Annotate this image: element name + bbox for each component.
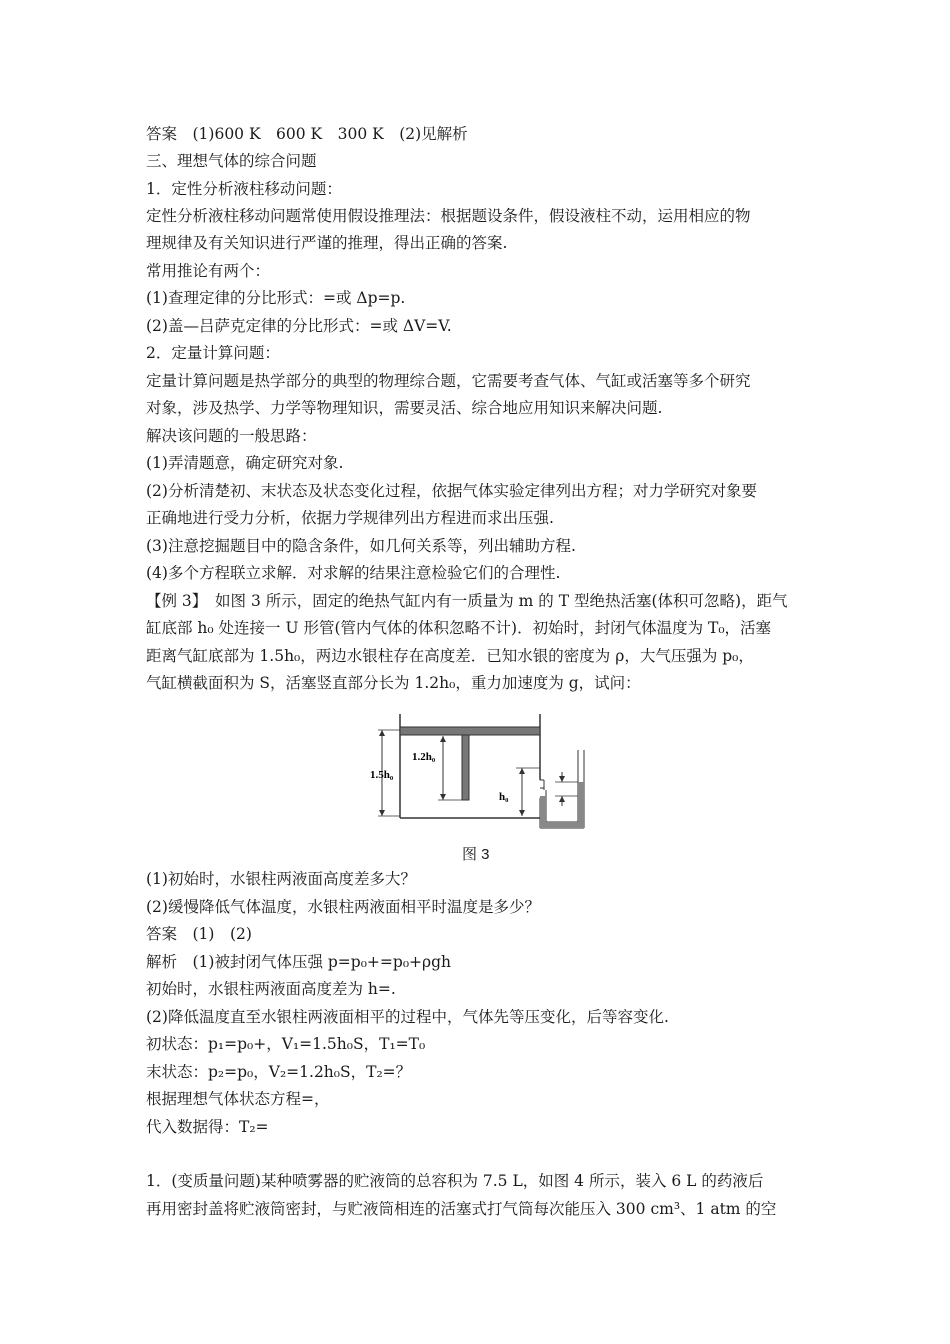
item-2-title: 2．定量计算问题： bbox=[146, 344, 280, 362]
example-line: 缸底部 h₀ 处连接一 U 形管(管内气体的体积忽略不计)．初始时，封闭气体温度为 T₀，活塞 bbox=[146, 619, 772, 637]
paragraph-line: 理规律及有关知识进行严谨的推理，得出正确的答案. bbox=[146, 234, 508, 252]
paragraph-line: 解决该问题的一般思路： bbox=[146, 427, 317, 445]
cylinder-figure bbox=[362, 710, 592, 832]
example-line: 【例 3】 如图 3 所示，固定的绝热气缸内有一质量为 m 的 T 型绝热活塞(体积可忽略)，距气 bbox=[146, 592, 788, 610]
step-line: 正确地进行受力分析，依据力学规律列出方程进而求出压强. bbox=[146, 509, 554, 527]
solution-line: 代入数据得：T₂= bbox=[146, 1118, 269, 1136]
paragraph-line: 定量计算问题是热学部分的典型的物理综合题，它需要考查气体、气缸或活塞等多个研究 bbox=[146, 372, 751, 390]
solution-line: 根据理想气体状态方程=， bbox=[146, 1090, 330, 1108]
example-line: 距离气缸底部为 1.5h₀，两边水银柱存在高度差．已知水银的密度为 ρ，大气压强为 p₀， bbox=[146, 647, 754, 665]
prev-answer-line: 答案 (1)600 K 600 K 300 K (2)见解析 bbox=[146, 125, 468, 143]
formula-line: (2)盖—吕萨克定律的分比形式：=或 ΔV=V. bbox=[146, 317, 452, 335]
next-problem-line: 1．(变质量问题)某种喷雾器的贮液筒的总容积为 7.5 L，如图 4 所示，装入 6 L 的药液后 bbox=[146, 1172, 764, 1190]
figure-caption: 图 3 bbox=[462, 846, 490, 863]
step-line: (3)注意挖掘题目中的隐含条件，如几何关系等，列出辅助方程. bbox=[146, 537, 576, 555]
step-line: (4)多个方程联立求解．对求解的结果注意检验它们的合理性. bbox=[146, 564, 561, 582]
label-1-2h0: 1.2h₀ bbox=[412, 751, 436, 763]
step-line: (2)分析清楚初、末状态及状态变化过程，依据气体实验定律列出方程；对力学研究对象要 bbox=[146, 482, 757, 500]
paragraph-line: 常用推论有两个： bbox=[146, 262, 271, 280]
example-line: 气缸横截面积为 S，活塞竖直部分长为 1.2h₀，重力加速度为 g，试问： bbox=[146, 674, 641, 692]
step-line: (1)弄清题意，确定研究对象. bbox=[146, 454, 344, 472]
solution-line: (2)降低温度直至水银柱两液面相平的过程中，气体先等压变化，后等容变化. bbox=[146, 1008, 669, 1026]
item-1-title: 1．定性分析液柱移动问题： bbox=[146, 180, 342, 198]
paragraph-line: 定性分析液柱移动问题常使用假设推理法：根据题设条件，假设液柱不动，运用相应的物 bbox=[146, 207, 751, 225]
question-line: (1)初始时，水银柱两液面高度差多大？ bbox=[146, 870, 416, 888]
next-problem-line: 再用密封盖将贮液筒密封，与贮液筒相连的活塞式打气筒每次能压入 300 cm³、1 atm 的空 bbox=[146, 1200, 777, 1218]
solution-line: 末状态：p₂=p₀，V₂=1.2h₀S，T₂=？ bbox=[146, 1063, 412, 1081]
formula-line: (1)查理定律的分比形式：=或 Δp=p. bbox=[146, 289, 406, 307]
solution-line: 解析 (1)被封闭气体压强 p=p₀+=p₀+ρgh bbox=[146, 953, 452, 971]
solution-line: 初始时，水银柱两液面高度差为 h=. bbox=[146, 980, 396, 998]
solution-line: 初状态：p₁=p₀+，V₁=1.5h₀S，T₁=T₀ bbox=[146, 1035, 426, 1053]
label-1-5h0: 1.5h₀ bbox=[370, 769, 394, 781]
question-line: (2)缓慢降低气体温度，水银柱两液面相平时温度是多少？ bbox=[146, 898, 540, 916]
section-heading: 三、理想气体的综合问题 bbox=[146, 152, 317, 170]
paragraph-line: 对象，涉及热学、力学等物理知识，需要灵活、综合地应用知识来解决问题. bbox=[146, 399, 663, 417]
answer-line: 答案 (1) (2) bbox=[146, 925, 252, 943]
label-h0: h₀ bbox=[499, 791, 509, 803]
